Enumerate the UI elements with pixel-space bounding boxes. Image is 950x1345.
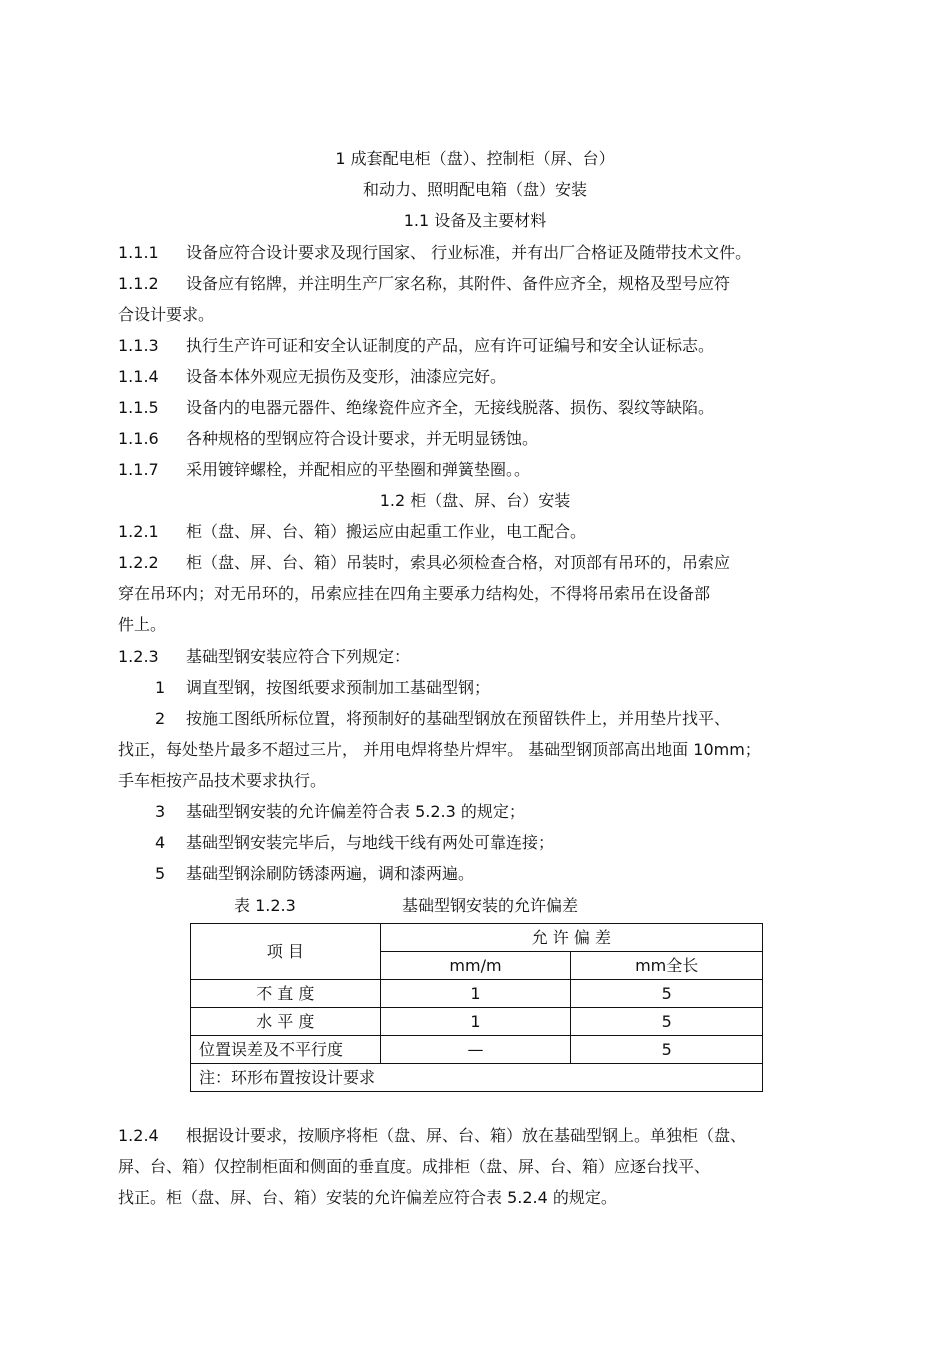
sub-header-total: mm全长 (571, 952, 763, 980)
row-item: 不 直 度 (191, 980, 381, 1008)
table-note: 注：环形布置按设计要求 (191, 1064, 763, 1092)
item-text-continued: 穿在吊环内；对无吊环的，吊索应挂在四角主要承力结构处，不得将吊索吊在设备部 (118, 584, 711, 603)
item-text: 柜（盘、屏、台、箱）吊装时，索具必须检查合格，对顶部有吊环的，吊索应 (186, 553, 731, 572)
row-item: 位置误差及不平行度 (191, 1036, 381, 1064)
rule-number: 1 (155, 678, 166, 697)
rule-number: 4 (155, 833, 166, 852)
item-number: 1.1.2 (118, 274, 159, 293)
item-number: 1.2.1 (118, 522, 159, 541)
item-text: 设备本体外观应无损伤及变形，油漆应完好。 (186, 367, 507, 386)
section-1-1-heading: 1.1 设备及主要材料 (403, 211, 547, 230)
rule-number: 3 (155, 802, 166, 821)
item-number: 1.1.5 (118, 398, 159, 417)
section-1-2-heading: 1.2 柜（盘、屏、台）安装 (379, 491, 571, 510)
table-row (191, 980, 763, 1008)
rule-number: 2 (155, 709, 166, 728)
header-item: 项 目 (191, 924, 381, 980)
title-line-1: 1 成套配电柜（盘）、控制柜（屏、台） (335, 149, 615, 168)
rule-number: 5 (155, 864, 166, 883)
item-text-continued: 屏、台、箱）仅控制柜面和侧面的垂直度。成排柜（盘、屏、台、箱）应逐台找平、 (118, 1157, 711, 1176)
rule-text-continued: 找正，每处垫片最多不超过三片， 并用电焊将垫片焊牢。 基础型钢顶部高出地面 10mm； (118, 740, 761, 759)
row-total: 5 (571, 1008, 763, 1036)
item-number: 1.2.4 (118, 1126, 159, 1145)
table-row (191, 1008, 763, 1036)
title-line-2: 和动力、照明配电箱（盘）安装 (362, 180, 587, 199)
row-per-m: 1 (380, 980, 571, 1008)
item-text-continued: 找正。柜（盘、屏、台、箱）安装的允许偏差应符合表 5.2.4 的规定。 (118, 1188, 617, 1207)
row-per-m: — (380, 1036, 571, 1064)
item-text: 采用镀锌螺栓，并配相应的平垫圈和弹簧垫圈。。 (186, 460, 531, 479)
item-text-continued: 件上。 (118, 615, 167, 634)
table-caption-title: 基础型钢安装的允许偏差 (402, 896, 579, 915)
rule-text: 基础型钢涂刷防锈漆两遍，调和漆两遍。 (186, 864, 475, 883)
rule-text: 调直型钢，按图纸要求预制加工基础型钢； (186, 678, 491, 697)
item-text: 执行生产许可证和安全认证制度的产品，应有许可证编号和安全认证标志。 (186, 336, 715, 355)
rule-text: 按施工图纸所标位置，将预制好的基础型钢放在预留铁件上，并用垫片找平、 (186, 709, 731, 728)
item-text: 设备应符合设计要求及现行国家、 行业标准，并有出厂合格证及随带技术文件。 (186, 243, 752, 262)
rule-text: 基础型钢安装的允许偏差符合表 5.2.3 的规定； (186, 802, 525, 821)
item-text: 柜（盘、屏、台、箱）搬运应由起重工作业，电工配合。 (186, 522, 587, 541)
item-number: 1.1.4 (118, 367, 159, 386)
row-item: 水 平 度 (191, 1008, 381, 1036)
item-number: 1.1.7 (118, 460, 159, 479)
deviation-table (190, 923, 763, 1092)
row-per-m: 1 (380, 1008, 571, 1036)
row-total: 5 (571, 1036, 763, 1064)
table-row (191, 1036, 763, 1064)
item-text: 各种规格的型钢应符合设计要求，并无明显锈蚀。 (186, 429, 539, 448)
row-total: 5 (571, 980, 763, 1008)
rule-text: 基础型钢安装完毕后，与地线干线有两处可靠连接； (186, 833, 555, 852)
item-number: 1.1.3 (118, 336, 159, 355)
item-text: 设备应有铭牌，并注明生产厂家名称，其附件、备件应齐全，规格及型号应符 (186, 274, 731, 293)
item-text-continued: 合设计要求。 (118, 305, 215, 324)
item-text: 设备内的电器元器件、绝缘瓷件应齐全，无接线脱落、损伤、裂纹等缺陷。 (186, 398, 715, 417)
item-number: 1.1.6 (118, 429, 159, 448)
table-caption-number: 表 1.2.3 (234, 896, 296, 915)
item-text: 基础型钢安装应符合下列规定： (186, 647, 411, 666)
item-number: 1.2.3 (118, 647, 159, 666)
item-number: 1.1.1 (118, 243, 159, 262)
item-text: 根据设计要求，按顺序将柜（盘、屏、台、箱）放在基础型钢上。单独柜（盘、 (186, 1126, 747, 1145)
rule-text-continued: 手车柜按产品技术要求执行。 (118, 771, 327, 790)
header-group: 允 许 偏 差 (380, 924, 762, 952)
sub-header-per-m: mm/m (380, 952, 571, 980)
item-number: 1.2.2 (118, 553, 159, 572)
